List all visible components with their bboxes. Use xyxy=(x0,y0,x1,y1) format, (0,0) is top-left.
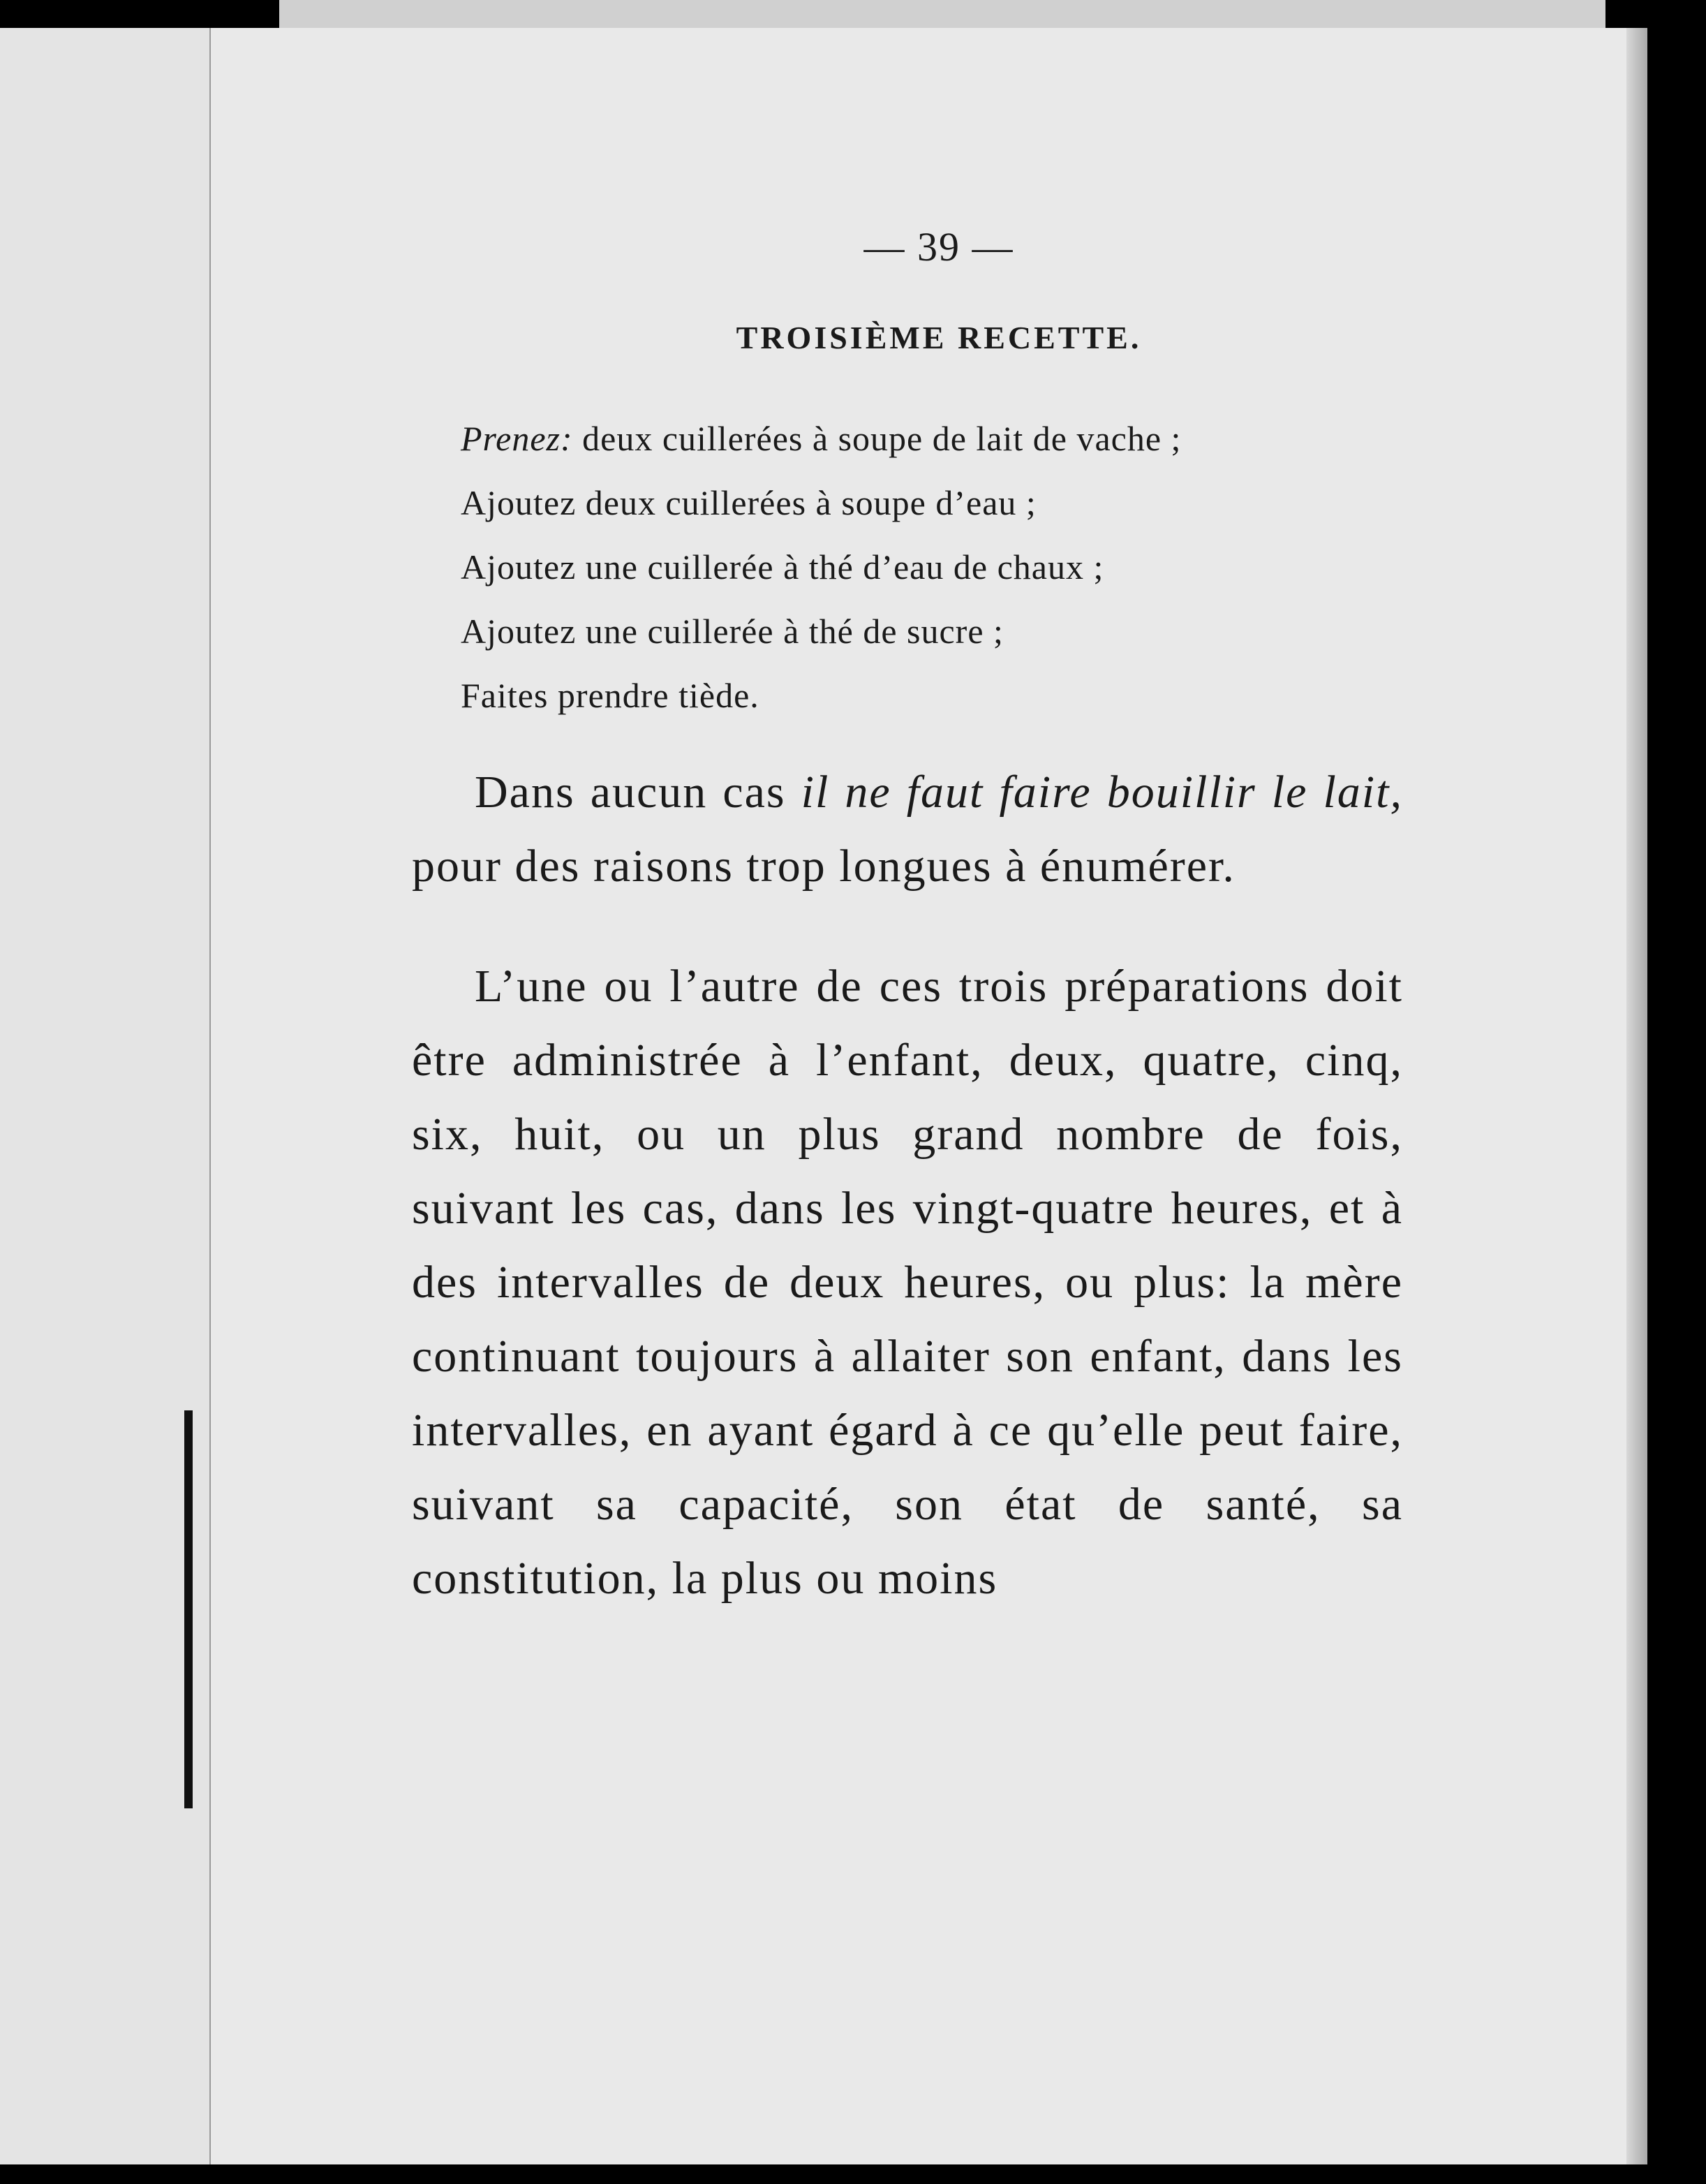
recipe-lead-text: deux cuillerées à soupe de lait de vache ; xyxy=(572,419,1182,458)
recipe-step: Faites prendre tiède. xyxy=(461,676,759,715)
previous-page-strip xyxy=(0,28,211,2164)
page-edge-shadow xyxy=(1626,28,1647,2164)
recipe-step: Ajoutez deux cuillerées à soupe d’eau ; xyxy=(461,483,1037,522)
paragraph1-start: Dans aucun cas xyxy=(475,767,801,818)
scan-top-edge xyxy=(279,0,1605,28)
recipe-step: Ajoutez une cuillerée à thé de sucre ; xyxy=(461,612,1004,651)
paragraph1-italic: il ne faut faire bouillir le lait, xyxy=(801,767,1403,818)
recipe-block xyxy=(412,406,1403,728)
page-number: — 39 — xyxy=(863,224,1014,270)
section-title: TROISIÈME RECETTE. xyxy=(736,320,1142,355)
paragraph-boil-warning xyxy=(412,755,1403,903)
recipe-lead-italic: Prenez: xyxy=(461,419,573,458)
page-content xyxy=(412,223,1403,1662)
recipe-lead xyxy=(412,406,1403,471)
recipe-step: Ajoutez une cuillerée à thé d’eau de chaux ; xyxy=(461,547,1104,586)
paragraph1-end: pour des raisons trop longues à énumérer. xyxy=(412,841,1236,892)
binding-mark xyxy=(184,1410,193,1808)
paragraph-administration: L’une ou l’autre de ces trois préparations doit être administrée à l’enfant, deux, quatre, cinq, six, huit, ou un plus grand nombre de fois, suivant les cas, dans les vingt-quatre heures, et à des intervalles de deux heures, ou plus: la mère continuant toujours à allaiter son enfant, dans les intervalles, en ayant égard à ce qu’elle peut faire, suivant sa capacité, son état de santé, sa constitution, la plus ou moins xyxy=(412,961,1403,1604)
